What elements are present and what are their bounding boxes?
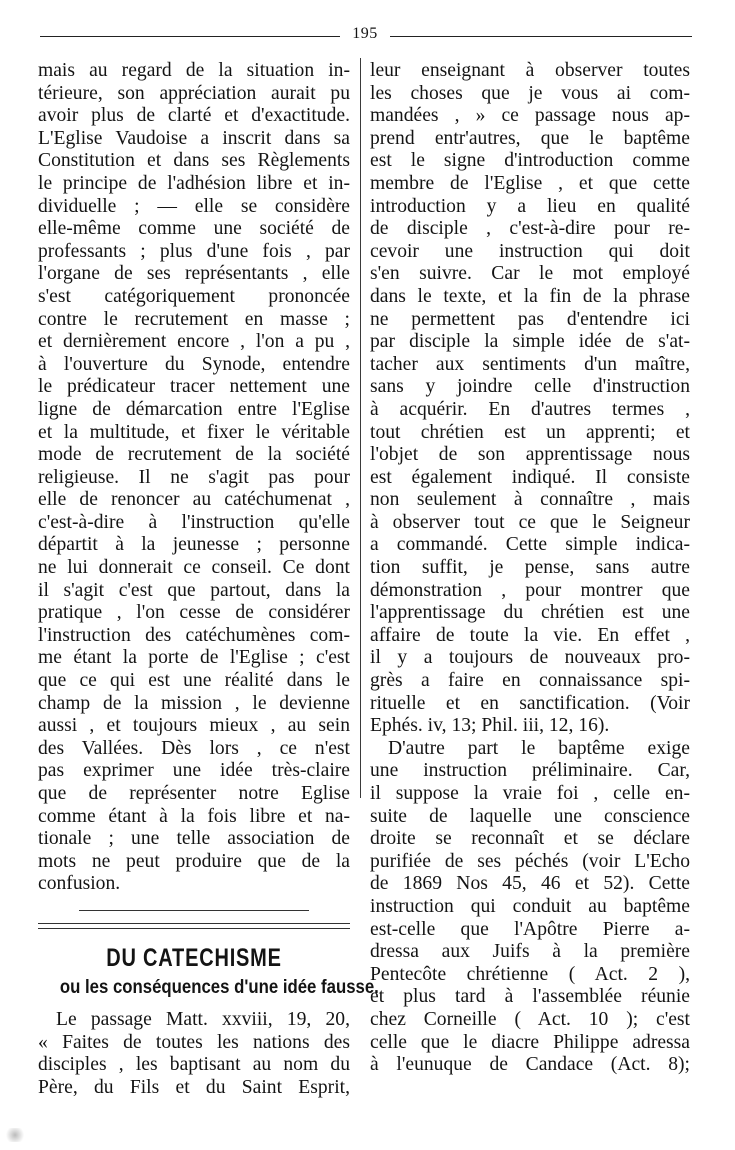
text-line: l'apprentissage du chrétien est une	[370, 602, 690, 624]
page-header	[40, 22, 692, 46]
text-line: le prédicateur tracer nettement une	[38, 376, 350, 398]
text-line: droite se reconnaît et se déclare	[370, 828, 690, 850]
text-line: de disciple , c'est-à-dire pour re-	[370, 218, 690, 240]
text-line: instruction qui conduit au baptême	[370, 895, 690, 917]
text-line: cevoir une instruction qui doit	[370, 240, 690, 262]
section-body	[38, 1009, 350, 1099]
text-line: tionale ; une telle association de	[38, 828, 350, 850]
left-column-text	[38, 60, 350, 896]
text-line: purifiée de ses péchés (voir L'Echo	[370, 850, 690, 872]
text-line: il y a toujours de nouveaux pro-	[370, 647, 690, 669]
text-line: s'en suivre. Car le mot employé	[370, 263, 690, 285]
text-line: leur enseignant à observer toutes	[370, 60, 690, 81]
text-line: à observer tout ce que le Seigneur	[370, 511, 690, 533]
right-column-text	[370, 60, 690, 1077]
text-line: départit à la jeunesse ; personne	[38, 534, 350, 556]
text-line: Constitution et dans ses Règlements	[38, 150, 350, 172]
header-rule-right	[390, 36, 692, 37]
text-line: l'instruction des catéchumènes com-	[38, 624, 350, 646]
text-line: l'objet de son apprentissage nous	[370, 444, 690, 466]
text-line: Pentecôte chrétienne ( Act. 2 ),	[370, 963, 690, 985]
text-line: membre de l'Eglise , et que cette	[370, 172, 690, 194]
text-line: Le passage Matt. xxviii, 19, 20,	[56, 1008, 350, 1030]
text-line: affaire de toute la vie. En effet ,	[370, 624, 690, 646]
text-line: à l'eunuque de Candace (Act. 8);	[370, 1054, 690, 1076]
text-line: « Faites de toutes les nations des	[38, 1031, 350, 1053]
right-column	[370, 60, 690, 1077]
text-line: D'autre part le baptême exige	[388, 737, 690, 759]
column-divider	[360, 58, 361, 798]
text-line: à l'ouverture du Synode, entendre	[38, 353, 350, 375]
text-line: c'est-à-dire à l'instruction qu'elle	[38, 511, 350, 533]
text-line: comme étant à la fois libre et na-	[38, 805, 350, 827]
page-number: 195	[352, 25, 378, 42]
text-line: une instruction préliminaire. Car,	[370, 760, 690, 782]
text-line: tion suffit, je pense, sans autre	[370, 557, 690, 579]
text-line: s'est catégoriquement prononcée	[38, 285, 350, 307]
text-line: celle que le diacre Philippe adressa	[370, 1031, 690, 1053]
text-line: elle de renoncer au catéchumenat ,	[38, 489, 350, 511]
text-line: mandées , » ce passage nous ap-	[370, 105, 690, 127]
text-line: par disciple la simple idée de s'at-	[370, 331, 690, 353]
text-line: religieuse. Il ne s'agit pas pour	[38, 466, 350, 488]
text-line: dressa aux Juifs à la première	[370, 941, 690, 963]
section-separator	[79, 910, 309, 911]
header-rule-left	[40, 36, 340, 37]
text-line: ligne de démarcation entre l'Eglise	[38, 398, 350, 420]
text-line: elle-même comme une société de	[38, 218, 350, 240]
text-line: ne lui donnerait ce conseil. Ce dont	[38, 557, 350, 579]
text-line: pratique , l'on cesse de considérer	[38, 602, 350, 624]
text-line: mais au regard de la situation in-	[38, 60, 350, 81]
text-line: champ de la mission , le devienne	[38, 692, 350, 714]
text-line: le principe de l'adhésion libre et in-	[38, 172, 350, 194]
text-line: est-celle que l'Apôtre Pierre a-	[370, 918, 690, 940]
text-line: suite de laquelle une conscience	[370, 805, 690, 827]
text-line: chez Corneille ( Act. 10 ); c'est	[370, 1008, 690, 1030]
text-line: à acquérir. En d'autres termes ,	[370, 398, 690, 420]
text-line: térieure, son appréciation aurait pu	[38, 82, 350, 104]
section-title: DU CATECHISME	[106, 943, 282, 972]
text-line: et la multitude, et fixer le véritable	[38, 421, 350, 443]
text-line: il suppose la vraie foi , celle en-	[370, 783, 690, 804]
text-line: mots ne peut produire que de la	[38, 850, 350, 872]
text-line: et plus tard à l'assemblée réunie	[370, 986, 690, 1008]
text-line: des Vallées. Dès lors , ce n'est	[38, 737, 350, 759]
text-line: rituelle et en sanctification. (Voir	[370, 692, 690, 714]
text-line: les choses que je vous ai com-	[370, 82, 690, 104]
text-line: que ce qui est une réalité dans le	[38, 670, 350, 692]
text-line: est le signe d'introduction comme	[370, 150, 690, 172]
text-line: dividuelle ; — elle se considère	[38, 195, 350, 217]
text-line: disciples , les baptisant au nom du	[38, 1054, 350, 1076]
text-line: Père, du Fils et du Saint Esprit,	[38, 1076, 350, 1098]
text-line: Ephés. iv, 13; Phil. iii, 12, 16).	[370, 715, 610, 737]
section-subtitle: ou les conséquences d'une idée fausse.	[59, 975, 379, 998]
text-line: me étant la porte de l'Eglise ; c'est	[38, 647, 350, 669]
text-line: confusion.	[38, 873, 121, 895]
text-line: a commandé. Cette simple indica-	[370, 534, 690, 556]
text-line: sans y joindre celle d'instruction	[370, 376, 690, 398]
text-line: tacher aux sentiments d'un maître,	[370, 353, 690, 375]
text-line: ne permettent pas d'entendre ici	[370, 308, 690, 330]
text-line: mode de recrutement de la société	[38, 444, 350, 466]
text-line: non seulement à connaître , mais	[370, 489, 690, 511]
text-line: démonstration , pour montrer que	[370, 579, 690, 601]
text-line: que de représenter notre Eglise	[38, 783, 350, 804]
left-column	[38, 60, 379, 1099]
text-line: introduction y a lieu en qualité	[370, 195, 690, 217]
text-line: contre le recrutement en masse ;	[38, 308, 350, 330]
text-line: prend entr'autres, que le baptême	[370, 127, 690, 149]
text-line: il s'agit c'est que partout, dans la	[38, 579, 350, 601]
text-line: aussi , et toujours mieux , au sein	[38, 715, 350, 737]
text-line: est également indiqué. Il consiste	[370, 466, 690, 488]
text-line: grès a faire en connaissance spi-	[370, 670, 690, 692]
text-line: de 1869 Nos 45, 46 et 52). Cette	[370, 873, 690, 895]
section-double-rule	[38, 923, 350, 929]
text-line: l'organe de ses représentants , elle	[38, 263, 350, 285]
text-line: professants ; plus d'une fois , par	[38, 240, 350, 262]
text-line: avoir plus de clarté et d'exactitude.	[38, 105, 350, 127]
text-line: dans le texte, et la fin de la phrase	[370, 285, 690, 307]
text-line: pas exprimer une idée très-claire	[38, 760, 350, 782]
text-line: tout chrétien est un apprenti; et	[370, 421, 690, 443]
text-line: L'Eglise Vaudoise a inscrit dans sa	[38, 127, 350, 149]
ink-smudge	[4, 1128, 26, 1142]
text-line: et dernièrement encore , l'on a pu ,	[38, 331, 350, 353]
